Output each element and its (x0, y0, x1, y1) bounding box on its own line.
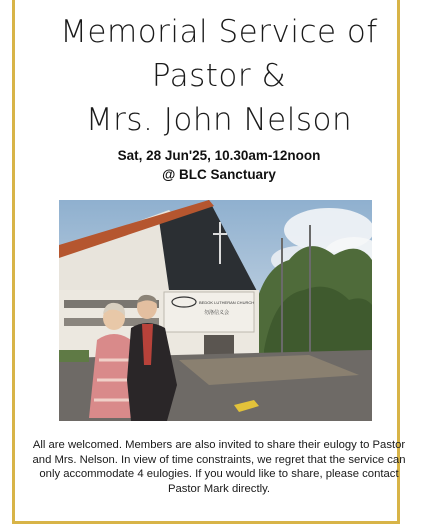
service-venue: @ BLC Sanctuary (162, 167, 276, 182)
photo-sign-text: BEDOK LUTHERAN CHURCH (199, 300, 255, 305)
photo-lamp-pole (309, 225, 311, 358)
service-datetime: Sat, 28 Jun'25, 10.30am-12noon (117, 148, 321, 163)
photo-grass (59, 350, 89, 362)
photo-cross (213, 233, 227, 235)
photo-lamp-pole (281, 238, 283, 358)
photo-sign-chinese: 勿洛信义会 (204, 310, 230, 316)
notice-paragraph: All are welcomed. Members are also invited to share their eulogy to Pastor and Mrs. Nelson. In view of time constraints, we regret that the service can only accommodate 4 eulogies. If you would like to share, please contact Pastor Mark directly. (32, 439, 406, 495)
title-line-2: Pastor & (151, 58, 287, 94)
title-line-3: Mrs. John Nelson (85, 102, 353, 138)
couple-photo (59, 200, 372, 421)
title-line-1: Memorial Service of (60, 14, 378, 50)
memorial-title (0, 10, 438, 142)
photo-cross (219, 222, 221, 264)
